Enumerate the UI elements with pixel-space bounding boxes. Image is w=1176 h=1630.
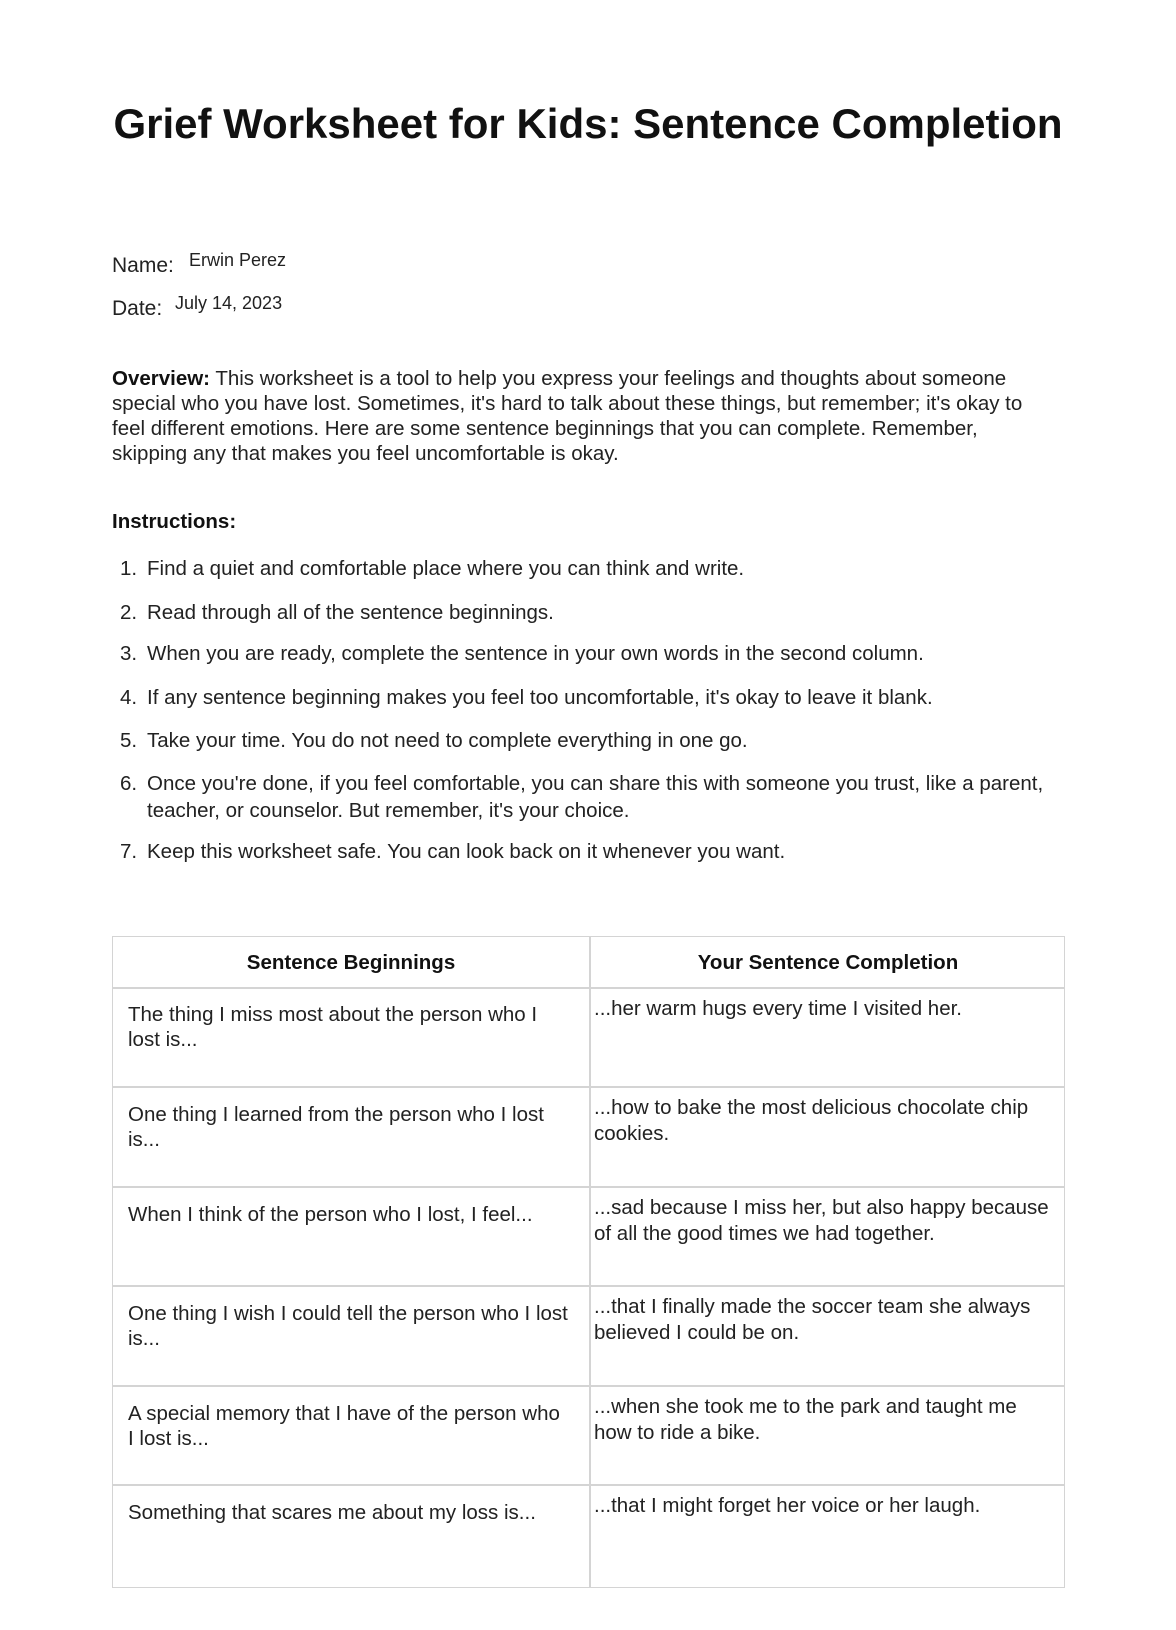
row-divider (113, 1285, 1064, 1287)
completion-cell: ...when she took me to the park and taught me how to ride a bike. (594, 1395, 1017, 1444)
completion-cell: ...her warm hugs every time I visited her. (594, 997, 962, 1020)
beginning-cell: One thing I learned from the person who I lost is... (128, 1103, 544, 1151)
beginning-cell: When I think of the person who I lost, I feel... (128, 1203, 533, 1226)
column-header-completion: Your Sentence Completion (697, 951, 959, 974)
instruction-number: 4. (120, 686, 138, 709)
instruction-number: 6. (120, 772, 138, 795)
beginning-cell: The thing I miss most about the person who I lost is... (128, 1003, 538, 1051)
beginning-cell: A special memory that I have of the person who I lost is... (128, 1402, 560, 1450)
instruction-number: 7. (120, 840, 138, 863)
name-label: Name: (112, 254, 174, 277)
row-divider (113, 1086, 1064, 1088)
column-divider (589, 937, 591, 1587)
name-field (112, 250, 287, 278)
completion-cell: ...that I finally made the soccer team she always believed I could be on. (594, 1295, 1031, 1344)
page-title: Grief Worksheet for Kids: Sentence Completion (113, 100, 1063, 147)
column-header-beginnings: Sentence Beginnings (246, 951, 456, 974)
instruction-number: 3. (120, 642, 138, 665)
instruction-text: Find a quiet and comfortable place where you can think and write. (147, 557, 745, 580)
instructions-heading: Instructions: (112, 510, 237, 533)
instruction-number: 1. (120, 557, 138, 580)
instruction-text: Keep this worksheet safe. You can look back on it whenever you want. (147, 840, 786, 863)
instruction-number: 2. (120, 601, 138, 624)
instruction-number: 5. (120, 729, 138, 752)
row-divider (113, 1385, 1064, 1387)
date-value: July 14, 2023 (175, 293, 283, 313)
beginning-cell: Something that scares me about my loss is... (128, 1501, 536, 1524)
instruction-text: Take your time. You do not need to complete everything in one go. (147, 729, 748, 752)
completion-cell: ...that I might forget her voice or her laugh. (594, 1494, 981, 1517)
completion-cell: ...how to bake the most delicious chocolate chip cookies. (594, 1096, 1029, 1145)
name-value: Erwin Perez (189, 250, 287, 270)
instruction-text: Read through all of the sentence beginnings. (147, 601, 554, 624)
date-field (112, 293, 283, 321)
overview-text: This worksheet is a tool to help you express your feelings and thoughts about someone special who you have lost. Sometimes, it's hard to talk about these things, but remember; it's okay to feel different emotions. Here are some sentence beginnings that you can complete. Remember, skipping any that makes you feel uncomfortable is okay. (112, 367, 1023, 465)
overview-paragraph (112, 366, 1052, 466)
sentence-table (112, 936, 1065, 1588)
completion-cell: ...sad because I miss her, but also happy because of all the good times we had together. (594, 1196, 1049, 1245)
row-divider (113, 1484, 1064, 1486)
instruction-text: If any sentence beginning makes you feel too uncomfortable, it's okay to leave it blank. (147, 686, 933, 709)
instruction-text: Once you're done, if you feel comfortable, you can share this with someone you trust, like a parent, teacher, or counselor. But remember, it's your choice. (147, 772, 1044, 822)
overview-label: Overview: (112, 367, 210, 390)
instruction-text: When you are ready, complete the sentence in your own words in the second column. (147, 642, 924, 665)
date-label: Date: (112, 297, 163, 320)
row-divider (113, 1186, 1064, 1188)
row-divider (113, 987, 1064, 989)
beginning-cell: One thing I wish I could tell the person who I lost is... (128, 1302, 568, 1350)
